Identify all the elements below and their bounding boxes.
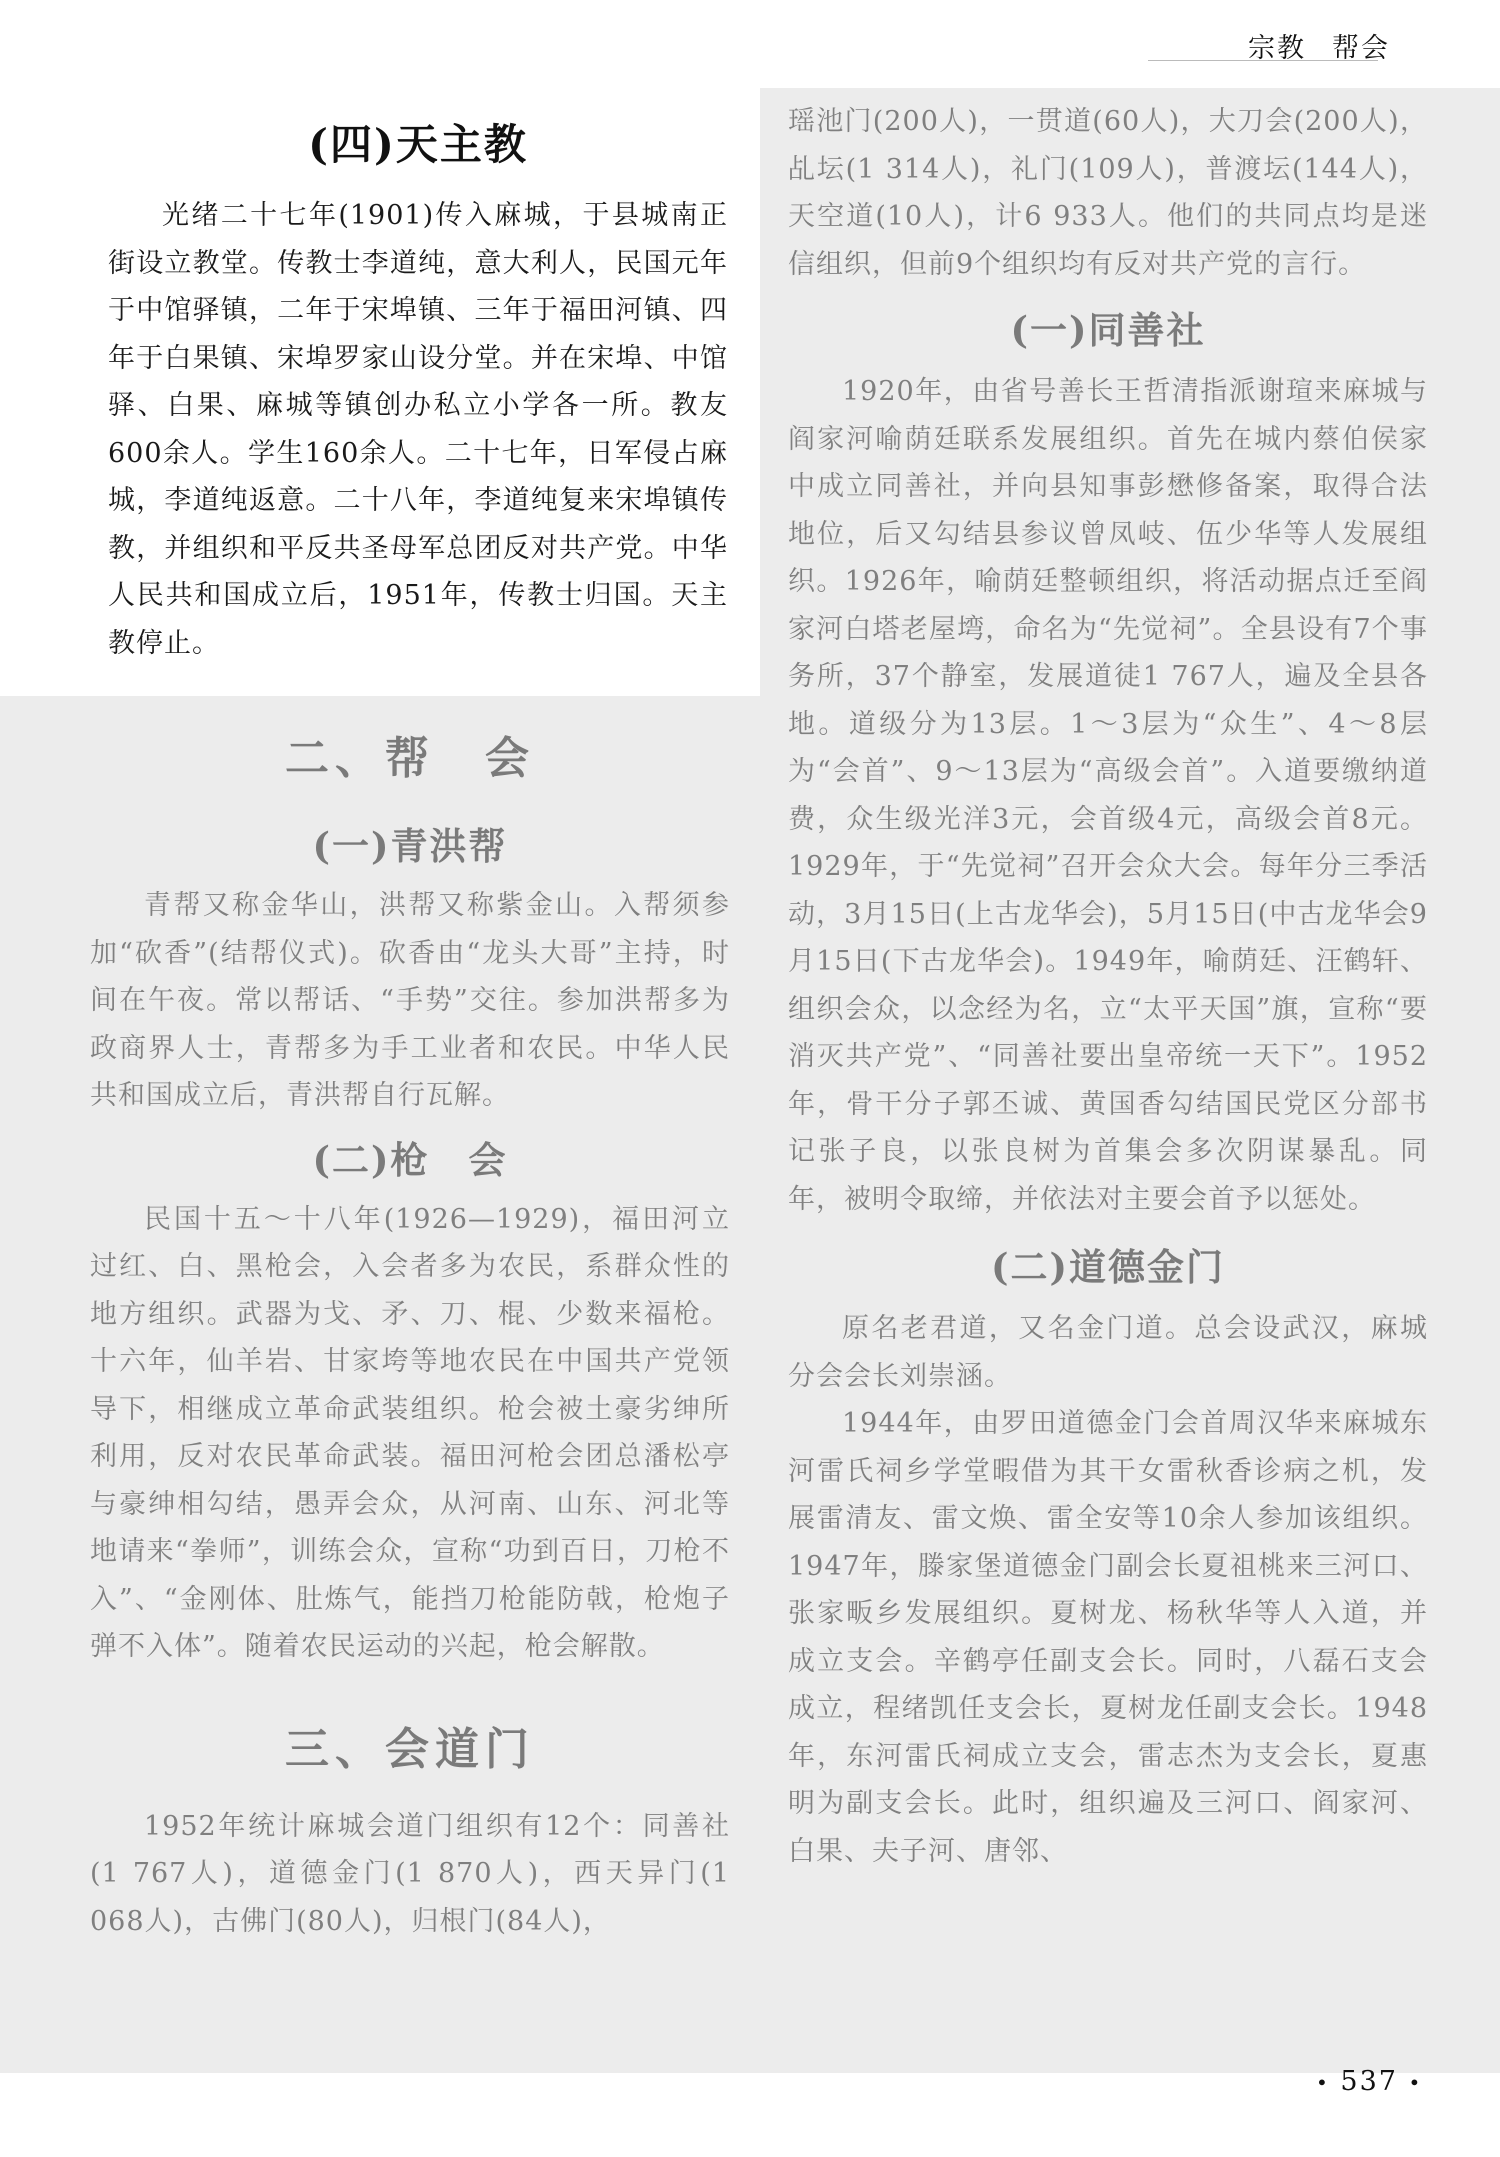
left-column-lower (90, 700, 730, 1945)
daodejinmen-paragraph-2: 1944年，由罗田道德金门会首周汉华来麻城东河雷氏祠乡学堂暇借为其干女雷秋香诊病之机，发展雷清友、雷文焕、雷全安等10余人参加该组织。1947年，滕家堡道德金门副会长夏祖桃来三河口、张家畈乡发展组织。夏树龙、杨秋华等人入道，并成立支会。辛鹤亭任副支会长。同时，八磊石支会成立，程绪凯任支会长，夏树龙任副支会长。1948年，东河雷氏祠成立支会，雷志杰为支会长，夏惠明为副支会长。此时，组织遍及三河口、阎家河、白果、夫子河、唐邻、 (788, 1408, 1428, 1867)
tongshanshe-heading: (一)同善社 (1010, 308, 1206, 352)
tongshanshe-paragraph: 1920年，由省号善长王哲清指派谢瑄来麻城与阎家河喻荫廷联系发展组织。首先在城内蔡伯侯家中成立同善社，并向县知事彭懋修备案，取得合法地位，后又勾结县参议曾凤岐、伍少华等人发展组织。1926年，喻荫廷整顿组织，将活动据点迁至阎家河白塔老屋塆，命名为“先觉祠”。全县设有7个事务所，37个静室，发展道徒1 767人，遍及全县各地。道级分为13层。1～3层为“众生”、4～8层为“会首”、9～13层为“高级会首”。入道要缴纳道费，众生级光洋3元，会首级4元，高级会首8元。1929年，于“先觉祠”召开会众大会。每年分三季活动，3月15日(上古龙华会)，5月15日(中古龙华会9月15日(下古龙华会)。1949年，喻荫廷、汪鹤轩、组织会众，以念经为名，立“太平天国”旗，宣称“要消灭共产党”、“同善社要出皇帝统一天下”。1952年，骨干分子郭丕诚、黄国香勾结国民党区分部书记张子良，以张良树为首集会多次阴谋暴乱。同年，被明令取缔，并依法对主要会首予以惩处。 (788, 376, 1428, 1215)
qianghui-paragraph: 民国十五～十八年(1926—1929)，福田河立过红、白、黑枪会，入会者多为农民，系群众性的地方组织。武器为戈、矛、刀、棍、少数来福枪。十六年，仙羊岩、甘家垮等地农民在中国共产党领导下，相继成立革命武装组织。枪会被土豪劣绅所利用，反对农民革命武装。福田河枪会团总潘松亭与豪绅相勾结，愚弄会众，从河南、山东、河北等地请来“拳师”，训练会众，宣称“功到百日，刀枪不入”、“金刚体、肚炼气，能挡刀枪能防戟，枪炮子弹不入体”。随着农民运动的兴起，枪会解散。 (90, 1203, 730, 1662)
running-header-left: 宗教 (1248, 33, 1306, 64)
qinghong-heading: (一)青洪帮 (312, 824, 508, 868)
right-column (788, 98, 1428, 1875)
header-rule (1148, 60, 1378, 61)
running-header-right: 帮会 (1332, 33, 1390, 64)
catholic-heading: (四)天主教 (308, 120, 528, 169)
daodejinmen-paragraph-1: 原名老君道，又名金门道。总会设武汉，麻城分会会长刘崇涵。 (788, 1313, 1428, 1392)
daodejinmen-heading: (二)道德金门 (990, 1245, 1225, 1289)
qianghui-heading: (二)枪 会 (312, 1137, 508, 1182)
huidaomen-heading: 三、会道门 (285, 1723, 535, 1775)
qinghong-paragraph: 青帮又称金华山，洪帮又称紫金山。入帮须参加“砍香”(结帮仪式)。砍香由“龙头大哥”主持，时间在午夜。常以帮话、“手势”交往。参加洪帮多为政商界人士，青帮多为手工业者和农民。中华人民共和国成立后，青洪帮自行瓦解。 (90, 890, 730, 1111)
gangs-heading: 二、帮 会 (285, 733, 535, 784)
catholic-paragraph: 光绪二十七年(1901)传入麻城，于县城南正街设立教堂。传教士李道纯，意大利人，民国元年于中馆驿镇，二年于宋埠镇、三年于福田河镇、四年于白果镇、宋埠罗家山设分堂。并在宋埠、中馆驿、白果、麻城等镇创办私立小学各一所。教友600余人。学生160余人。二十七年，日军侵占麻城，李道纯返意。二十八年，李道纯复来宋埠镇传教，并组织和平反共圣母军总团反对共产党。中华人民共和国成立后，1951年，传教士归国。天主教停止。 (108, 200, 728, 659)
huidaomen-paragraph-left: 1952年统计麻城会道门组织有12个：同善社(1 767人)，道德金门(1 870人)，西天异门(1 068人)，古佛门(80人)，归根门(84人)， (90, 1810, 730, 1937)
section-catholic (108, 112, 728, 667)
page-number: • 537 • (1316, 2066, 1423, 2097)
huidaomen-paragraph-right: 瑶池门(200人)，一贯道(60人)，大刀会(200人)，乩坛(1 314人)，礼门(109人)，普渡坛(144人)，天空道(10人)，计6 933人。他们的共同点均是迷信组织，但前9个组织均有反对共产党的言行。 (788, 106, 1428, 280)
